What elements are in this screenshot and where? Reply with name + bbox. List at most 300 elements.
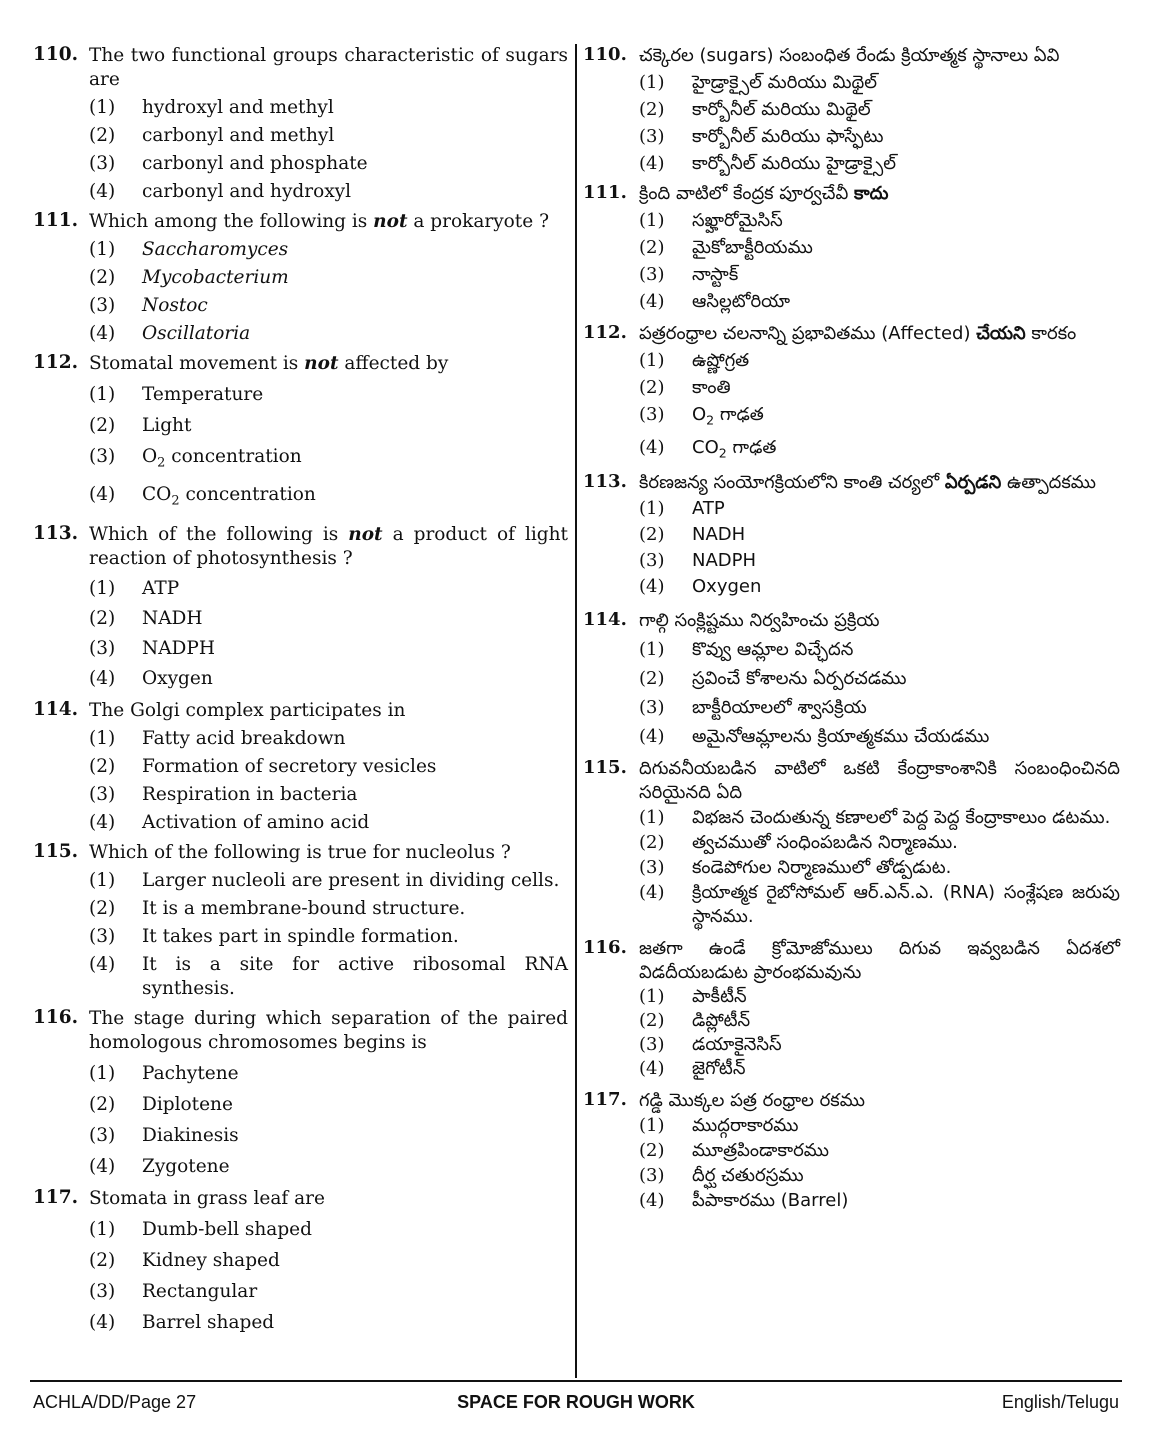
option-text [142,1155,568,1179]
option-number: (2) [89,898,116,920]
question-text-pre: క్రింది వాటిలో కేంద్రక పూర్వచేవీ [639,183,854,204]
question-number: 111. [583,182,627,203]
option-number: (3) [89,638,116,660]
question-number: 113. [33,523,79,545]
option-text-main: Rectangular [142,1281,258,1303]
question-text-emphasis: not [304,353,339,374]
option-text [692,497,1120,521]
option-text-after: concentration [179,483,316,505]
option-text-main: క్రియాత్మక రైబోసోమల్ ఆర్.ఎన్.ఎ. (RNA) సంశ్లేషణ జరుపు స్థానము. [692,882,1120,928]
option-number: (3) [89,1281,116,1303]
option-row [583,376,1120,400]
question-head [33,699,568,723]
option-text [692,549,1120,573]
question-number: 110. [33,44,79,65]
option-row [583,236,1120,260]
option-row [33,1155,568,1179]
option-text [142,1062,568,1086]
option-text-main: CO [142,483,172,505]
option-text [692,436,1120,466]
question-head [583,471,1120,495]
question-text-pre: Which among the following is [89,211,374,232]
option-number: (1) [89,1219,116,1241]
option-row [33,897,568,921]
option-row [33,266,568,290]
question-left-5 [33,841,568,1001]
option-row [583,349,1120,373]
option-text-main: carbonyl and hydroxyl [142,181,352,202]
option-row [33,1280,568,1304]
option-text [692,667,1120,691]
question-number: 115. [583,757,627,779]
option-row [33,783,568,807]
option-row [33,124,568,148]
option-text-main: కార్బోనీల్ మరియు ఫాస్ఫేటు [692,126,884,147]
option-text-main: O [142,446,158,467]
option-text-main: కాంతి [692,377,731,398]
option-text-main: జైగోటీన్ [692,1058,746,1080]
option-text [692,349,1120,373]
question-right-3 [583,471,1120,599]
question-number: 116. [583,937,627,959]
option-row [33,1311,568,1335]
option-text [692,831,1120,855]
option-text [692,856,1120,880]
option-number: (3) [639,126,665,147]
question-text [639,44,1120,68]
option-text [142,897,568,921]
question-head [33,1187,568,1211]
option-text [692,1114,1120,1138]
question-text-pre: గడ్డి మొక్కల పత్ర రంధ్రాల రకము [639,1090,865,1112]
option-text [142,96,568,120]
option-text [142,483,568,514]
option-text [692,376,1120,400]
option-text-main: దీర్ఘ చతురస్రము [692,1165,804,1187]
option-row [583,436,1120,466]
question-number: 114. [583,609,627,631]
option-text-main: Mycobacterium [142,267,289,288]
question-left-3 [33,523,568,691]
option-text-main: Saccharomyces [142,239,289,260]
question-text-pre: The Golgi complex participates in [89,700,406,722]
option-text-main: కండెపోగుల నిర్మాణములో తోడ్పడుట. [692,857,952,879]
question-text-pre: Stomatal movement is [89,353,305,374]
question-head [33,44,568,92]
option-number: (2) [89,1250,116,1272]
option-row [583,806,1120,830]
option-row [33,1124,568,1148]
option-row [583,98,1120,122]
option-number: (1) [639,639,665,661]
question-text-emphasis: ఏర్పడని [944,472,1002,494]
option-number: (3) [89,926,116,948]
option-text [692,290,1120,314]
option-text [692,725,1120,749]
option-number: (4) [639,1058,665,1080]
option-number: (3) [639,1034,665,1056]
option-row [33,637,568,661]
option-number: (1) [89,384,116,405]
option-text [142,869,568,893]
option-row [583,1189,1120,1213]
option-row [583,638,1120,662]
option-text [142,445,568,476]
option-text [692,1033,1120,1057]
option-text-main: Diplotene [142,1094,233,1116]
option-number: (2) [639,1140,665,1162]
option-number: (3) [89,1125,116,1147]
option-text-main: Temperature [142,384,264,405]
question-number: 112. [583,322,627,343]
option-text-main: Barrel shaped [142,1312,275,1334]
option-text-main: Nostoc [142,295,208,316]
option-text [142,607,568,631]
question-text [89,352,568,376]
option-text [142,152,568,176]
option-text [142,727,568,751]
option-row [583,209,1120,233]
option-text [142,1218,568,1242]
option-text [692,263,1120,287]
question-number: 112. [33,352,79,373]
option-row [583,290,1120,314]
option-text-main: It takes part in spindle formation. [142,926,459,948]
question-text-pre: The two functional groups characteristic of sugars are [89,45,568,90]
option-row [583,497,1120,521]
telugu-column [583,44,1120,1213]
question-head [583,322,1120,346]
question-text-pre: Which of the following is true for nucleolus ? [89,842,511,864]
footer-divider [30,1380,1122,1382]
question-text [89,1187,568,1211]
option-number: (4) [89,323,116,344]
question-text-post: a product of light reaction of photosynthesis ? [89,524,568,570]
option-text [692,985,1120,1009]
option-text [142,925,568,949]
question-text [89,210,568,234]
option-number: (1) [89,870,116,892]
option-text-main: It is a membrane-bound structure. [142,898,466,920]
option-number: (1) [89,578,116,600]
option-row [33,445,568,476]
option-number: (4) [89,1156,116,1178]
option-text-after: గాఢత [726,436,777,458]
option-text [692,696,1120,720]
option-text [692,71,1120,95]
option-number: (2) [639,377,665,398]
question-text-post: a prokaryote ? [407,211,549,232]
option-row [33,383,568,407]
option-text-main: బాక్టీరియాలలో శ్వాసక్రియ [692,697,867,719]
option-number: (2) [639,832,665,854]
option-text-main: Pachytene [142,1063,239,1085]
question-text-pre: The stage during which separation of the paired homologous chromosomes begins is [89,1008,568,1054]
question-number: 113. [583,471,627,493]
option-row [33,667,568,691]
option-number: (3) [89,446,116,467]
option-row [583,725,1120,749]
question-text [639,1089,1120,1113]
option-number: (1) [89,728,116,750]
question-number: 117. [33,1187,79,1209]
option-number: (3) [639,1165,665,1187]
option-text-main: కొవ్వు ఆమ్లాల విచ్ఛేదన [692,639,854,661]
option-row [583,1114,1120,1138]
option-row [583,152,1120,176]
option-text-main: ATP [142,578,180,600]
option-text [692,806,1120,830]
option-number: (4) [89,668,116,690]
question-head [583,182,1120,206]
option-row [583,856,1120,880]
option-text [692,98,1120,122]
question-text [639,757,1120,805]
question-text-pre: కిరణజన్య సంయోగక్రియలోని కాంతి చర్యలో [639,472,945,494]
option-number: (2) [639,668,665,690]
option-text-main: కార్బోనీల్ మరియు మిథైల్ [692,99,871,120]
question-head [33,352,568,376]
option-text-after: concentration [165,446,302,467]
option-number: (4) [639,1190,665,1212]
question-text [639,471,1120,495]
option-text-main: Larger nucleoli are present in dividing cells. [142,870,560,892]
option-number: (4) [639,882,665,904]
option-text-main: ముద్గరాకారము [692,1115,799,1137]
option-text [692,152,1120,176]
option-text-after: గాఢత [714,404,764,425]
question-text-emphasis: not [373,211,408,232]
question-head [583,44,1120,68]
option-text-main: Oxygen [692,576,762,598]
question-text [639,322,1120,346]
option-text-main: CO [692,436,719,458]
option-number: (2) [89,125,116,146]
option-row [583,263,1120,287]
option-text [142,1280,568,1304]
option-number: (2) [89,415,116,436]
option-text-main: విభజన చెందుతున్న కణాలలో పెద్ద పెద్ద కేంద్రాకాలుం డటము. [692,807,1111,829]
option-row [583,575,1120,599]
option-text-main: carbonyl and methyl [142,125,335,146]
option-row [583,71,1120,95]
option-row [583,1009,1120,1033]
question-number: 110. [583,44,627,65]
option-number: (2) [639,524,665,546]
option-text [692,209,1120,233]
option-row [583,1139,1120,1163]
question-text-pre: దిగువనీయబడిన వాటిలో ఒకటి కేంద్రాకాంశానికి సంబంధించినది సరియైనది ఏది [639,758,1120,804]
question-text-pre: Which of the following is [89,524,349,546]
option-text-main: It is a site for active ribosomal RNA synthesis. [142,954,568,1000]
option-row [33,1062,568,1086]
option-row [33,607,568,631]
option-text-main: carbonyl and phosphate [142,153,368,174]
option-row [33,1218,568,1242]
option-text-main: Light [142,415,192,436]
option-text-main: Oscillatoria [142,323,251,344]
option-text [142,783,568,807]
question-right-1 [583,182,1120,314]
question-number: 111. [33,210,79,231]
question-text [639,182,1120,206]
option-text [142,1093,568,1117]
question-left-6 [33,1007,568,1179]
option-row [33,755,568,779]
option-number: (2) [639,1010,665,1032]
question-text-emphasis: not [348,524,383,546]
option-row [583,125,1120,149]
question-right-4 [583,609,1120,749]
question-text-pre: జతగా ఉండే క్రోమోజోములు దిగువ ఇవ్వబడిన ఏదశలో విడదీయబడుట ప్రారంభమవును [639,938,1120,984]
option-row [583,1033,1120,1057]
option-number: (3) [89,295,116,316]
option-number: (3) [89,784,116,806]
option-text-main: Formation of secretory vesicles [142,756,437,778]
option-text [142,953,568,1001]
option-number: (1) [89,239,116,260]
question-right-2 [583,322,1120,465]
question-text [89,523,568,571]
option-text [142,383,568,407]
question-right-0 [583,44,1120,176]
option-text-main: నాస్టాక్ [692,264,739,285]
option-text [692,1009,1120,1033]
option-subscript: 2 [706,412,715,428]
option-text [692,125,1120,149]
option-text [142,637,568,661]
question-text-pre: చక్కెరల (sugars) సంబంధిత రేండు క్రియాత్మక స్థానాలు ఏవి [639,45,1060,66]
question-number: 114. [33,699,79,721]
option-number: (4) [639,153,665,174]
option-number: (4) [639,576,665,598]
option-row [33,925,568,949]
option-number: (3) [639,264,665,285]
option-subscript: 2 [157,455,166,471]
option-text-main: అమైనోఆమ్లాలను క్రియాత్మకము చేయడము [692,726,990,748]
option-number: (1) [639,498,665,520]
question-right-5 [583,757,1120,929]
option-number: (1) [639,1115,665,1137]
option-number: (4) [639,291,665,312]
column-divider [575,44,577,1378]
question-head [583,757,1120,805]
question-text-post: కారకం [1025,323,1077,344]
option-text-main: O [692,404,707,425]
option-text [142,266,568,290]
option-text-main: ఆసిల్లటోరియా [692,291,791,312]
question-text [89,1007,568,1055]
option-text-main: Zygotene [142,1156,230,1178]
option-text [142,1249,568,1273]
option-number: (4) [639,726,665,748]
option-row [583,1057,1120,1081]
option-number: (3) [639,404,665,425]
option-text [692,1057,1120,1081]
option-number: (4) [89,812,116,834]
option-row [583,831,1120,855]
question-head [33,841,568,865]
option-row [33,238,568,262]
option-text [142,238,568,262]
option-text-main: పాకీటీన్ [692,986,747,1008]
option-text [692,1164,1120,1188]
option-text-main: Oxygen [142,668,213,690]
question-text-emphasis: కాదు [853,183,889,204]
question-text-pre: గాల్గి సంక్లిష్టము నిర్వహించు ప్రక్రియ [639,610,880,632]
question-head [583,1089,1120,1113]
option-text-main: హైడ్రాక్సైల్ మరియు మిథైల్ [692,72,877,93]
option-text-main: hydroxyl and methyl [142,97,334,118]
option-row [33,577,568,601]
question-number: 116. [33,1007,79,1029]
option-text [142,667,568,691]
option-text-main: NADH [692,524,746,546]
footer-rough-work: SPACE FOR ROUGH WORK [457,1392,695,1412]
option-number: (1) [639,807,665,829]
option-text-main: NADH [142,608,203,630]
option-text [142,577,568,601]
option-number: (2) [639,237,665,258]
option-text-main: Diakinesis [142,1125,239,1147]
option-number: (1) [639,986,665,1008]
option-text [142,294,568,318]
option-row [583,667,1120,691]
option-text-main: డయాకైనెసిస్ [692,1034,782,1056]
option-number: (2) [89,756,116,778]
option-text [142,755,568,779]
option-text [692,638,1120,662]
option-number: (1) [89,97,116,118]
option-text [692,523,1120,547]
option-text-main: మూత్రపిండాకారము [692,1140,830,1162]
option-number: (1) [639,210,665,231]
option-text-main: Fatty acid breakdown [142,728,346,750]
question-text-pre: Stomata in grass leaf are [89,1188,325,1210]
option-number: (2) [639,99,665,120]
option-row [583,403,1120,433]
option-number: (4) [89,1312,116,1334]
option-number: (3) [639,697,665,719]
option-text-main: మైకోబాక్టీరియము [692,237,813,258]
question-head [583,937,1120,985]
option-number: (3) [639,550,665,572]
option-number: (2) [89,608,116,630]
option-text-main: ATP [692,498,725,520]
option-subscript: 2 [718,445,727,461]
option-row [583,985,1120,1009]
question-left-4 [33,699,568,835]
question-text [89,699,568,723]
option-text [692,403,1120,433]
option-row [583,549,1120,573]
option-number: (2) [89,267,116,288]
question-text [639,937,1120,985]
option-row [583,881,1120,929]
option-row [33,322,568,346]
option-text [142,124,568,148]
option-text-main: పీపాకారము (Barrel) [692,1190,849,1212]
option-row [33,953,568,1001]
option-text-main: Respiration in bacteria [142,784,358,806]
option-text [142,180,568,204]
question-text [639,609,1120,633]
option-row [33,811,568,835]
english-column [33,44,568,1335]
option-row [583,696,1120,720]
option-text [142,1311,568,1335]
option-text [142,1124,568,1148]
